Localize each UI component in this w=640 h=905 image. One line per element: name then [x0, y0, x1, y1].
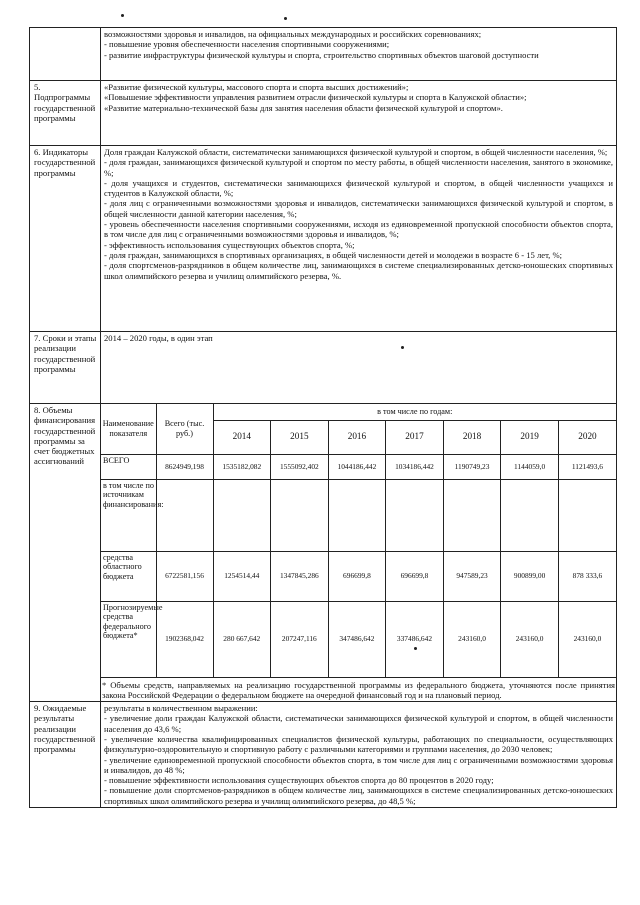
- financing-year-value: 900899,00: [501, 551, 559, 601]
- financing-total-value: 8624949,198: [156, 454, 213, 479]
- row-label: 5. Подпрограммы государственной программы: [30, 81, 101, 146]
- financing-year-value: 280 667,642: [213, 601, 271, 677]
- financing-year-value: [501, 479, 559, 551]
- row-label: 7. Сроки и этапы реализации государственной программы: [30, 332, 101, 404]
- financing-year-value: 1121493,6: [558, 454, 616, 479]
- financing-row-name: ВСЕГО: [101, 454, 156, 479]
- scan-speck: [121, 14, 124, 17]
- year-header: 2020: [558, 420, 616, 454]
- financing-cell: [101, 404, 617, 702]
- year-header: 2017: [386, 420, 444, 454]
- financing-year-value: [443, 479, 501, 551]
- text-line: - увеличение доли граждан Калужской области, систематически занимающихся физической культурой и спортом, в общей численности населения до 43,6 %;: [104, 713, 613, 734]
- text-line: - увеличение единовременной пропускной способности объектов спорта, в том числе для лиц с ограниченными возможностями здоровья и инвалидов, до 48 %;: [104, 754, 613, 775]
- financing-year-value: [386, 479, 444, 551]
- text-line: - доля спортсменов-разрядников в общем количестве лиц, занимающихся в системе специализированных детско-юношеских спортивных школ олимпийского резерва и училищ олимпийского резерва, %.: [104, 260, 613, 281]
- row-label: 6. Индикаторы государственной программы: [30, 146, 101, 332]
- financing-header-row: [101, 404, 616, 420]
- financing-year-value: 878 333,6: [558, 551, 616, 601]
- financing-year-value: 1044186,442: [328, 454, 386, 479]
- year-header: 2016: [328, 420, 386, 454]
- financing-row-name: средства областного бюджета: [101, 551, 156, 601]
- table-row: [30, 146, 617, 332]
- financing-row-federal: [101, 601, 616, 677]
- financing-footnote: * Объемы средств, направляемых на реализацию государственной программы из федерального бюджета, уточняются после принятия закона Российской Федерации о федеральном бюджете на очередной финансовый год и на плановый период.: [102, 679, 615, 700]
- financing-year-value: 243160,0: [443, 601, 501, 677]
- table-row: [30, 81, 617, 146]
- financing-year-value: 347486,642: [328, 601, 386, 677]
- text-line: - уровень обеспеченности населения спортивными сооружениями, исходя из единовременной пропускной способности объектов спорта, в том числе для лиц с ограниченными возможностями здоровья и инвалидов, %;: [104, 219, 613, 240]
- row-label-empty: [30, 28, 101, 81]
- financing-year-value: 1535182,082: [213, 454, 271, 479]
- financing-year-value: 337486,642: [386, 601, 444, 677]
- financing-year-value: 243160,0: [558, 601, 616, 677]
- row-content: 2014 – 2020 годы, в один этап: [101, 332, 617, 404]
- financing-row-regional: [101, 551, 616, 601]
- financing-year-value: [328, 479, 386, 551]
- financing-year-value: 1555092,402: [271, 454, 329, 479]
- year-header: 2018: [443, 420, 501, 454]
- year-header: 2015: [271, 420, 329, 454]
- financing-table: [101, 404, 616, 678]
- financing-total-value: 1902368,042: [156, 601, 213, 677]
- row-label: 8. Объемы финансирования государственной программы за счет бюджетных ассигнований: [30, 404, 101, 702]
- financing-year-value: 1347845,286: [271, 551, 329, 601]
- text-line: «Развитие физической культуры, массового спорта и спорта высших достижений»;: [104, 82, 409, 92]
- financing-year-value: 1254514,44: [213, 551, 271, 601]
- financing-total-value: [156, 479, 213, 551]
- financing-year-value: [558, 479, 616, 551]
- text-line: - доля лиц с ограниченными возможностями здоровья и инвалидов, систематически занимающихся физической культурой и спортом, в общей численности данной категории населения, %;: [104, 198, 613, 219]
- table-row: [30, 332, 617, 404]
- row-content: [101, 702, 617, 808]
- year-header: 2014: [213, 420, 271, 454]
- year-header: 2019: [501, 420, 559, 454]
- text-line: результаты в количественном выражении:: [104, 703, 258, 714]
- header-by-years: в том числе по годам:: [213, 404, 616, 420]
- financing-year-value: 1144059,0: [501, 454, 559, 479]
- text-line: возможностями здоровья и инвалидов, на официальных международных и российских соревнованиях;: [104, 29, 482, 39]
- financing-row-name: в том числе по источникам финансирования:: [101, 479, 156, 551]
- text-line: Доля граждан Калужской области, систематически занимающихся физической культурой и спортом, в общей численности населения, %;: [104, 147, 608, 157]
- header-indicator-name: Наименование показателя: [101, 404, 156, 454]
- financing-year-value: 696699,8: [328, 551, 386, 601]
- financing-year-value: [213, 479, 271, 551]
- scan-speck: [284, 17, 287, 20]
- text-line: - повышение доли спортсменов-разрядников в общем количестве лиц, занимающихся в системе специализированных детско-юношеских спортивных школ олимпийского резерва и училищ олимпийского резерва, до 48,5 %;: [104, 785, 613, 806]
- table-row: [30, 404, 617, 702]
- header-total: Всего (тыс. руб.): [156, 404, 213, 454]
- financing-year-value: 947589,23: [443, 551, 501, 601]
- row-label: 9. Ожидаемые результаты реализации государственной программы: [30, 702, 101, 808]
- financing-total-value: 6722581,156: [156, 551, 213, 601]
- financing-year-value: 243160,0: [501, 601, 559, 677]
- text-line: - повышение уровня обеспеченности населения спортивными сооружениями;: [104, 39, 390, 50]
- text-line: - развитие инфраструктуры физической культуры и спорта, строительство спортивных объектов шаговой доступности: [104, 49, 539, 60]
- row-content: [101, 28, 617, 81]
- text-line: - доля граждан, занимающихся физической культурой и спортом по месту работы, в общей численности населения, занятого в экономике, %;: [104, 157, 613, 178]
- financing-year-value: [271, 479, 329, 551]
- text-line: - увеличение количества квалифицированных специалистов физической культуры, работающих по специальности, осуществляющих физкультурно-оздоровительную и спортивную работу с различными категориями и группами населения, до 2030 человек;: [104, 733, 613, 755]
- financing-year-value: 207247,116: [271, 601, 329, 677]
- text-line: - повышение эффективности использования существующих объектов спорта до 80 процентов в 2020 году;: [104, 775, 494, 786]
- financing-row-name: Прогнозируемые средства федерального бюджета*: [101, 601, 156, 677]
- text-line: - доля учащихся и студентов, систематически занимающихся физической культурой и спортом, в общей численности учащихся и студентов в Калужской области, %;: [104, 177, 613, 199]
- financing-year-value: 696699,8: [386, 551, 444, 601]
- text-line: «Повышение эффективности управления развитием отрасли физической культуры и спорта в Калужской области»;: [104, 92, 527, 103]
- text-line: «Развитие материально-технической базы для занятия населения области физической культурой и спортом».: [104, 102, 503, 113]
- program-passport-table: [29, 27, 617, 808]
- text-line: - доля граждан, занимающихся в спортивных организациях, в общей численности детей и молодежи в возрасте 6 - 15 лет, %;: [104, 249, 563, 260]
- text-line: - эффективность использования существующих объектов спорта, %;: [104, 239, 355, 250]
- table-row: [30, 28, 617, 81]
- financing-year-value: 1190749,23: [443, 454, 501, 479]
- financing-row-sources: [101, 479, 616, 551]
- table-row: [30, 702, 617, 808]
- financing-year-value: 1034186,442: [386, 454, 444, 479]
- financing-row-total: [101, 454, 616, 479]
- row-content: [101, 81, 617, 146]
- row-content: [101, 146, 617, 332]
